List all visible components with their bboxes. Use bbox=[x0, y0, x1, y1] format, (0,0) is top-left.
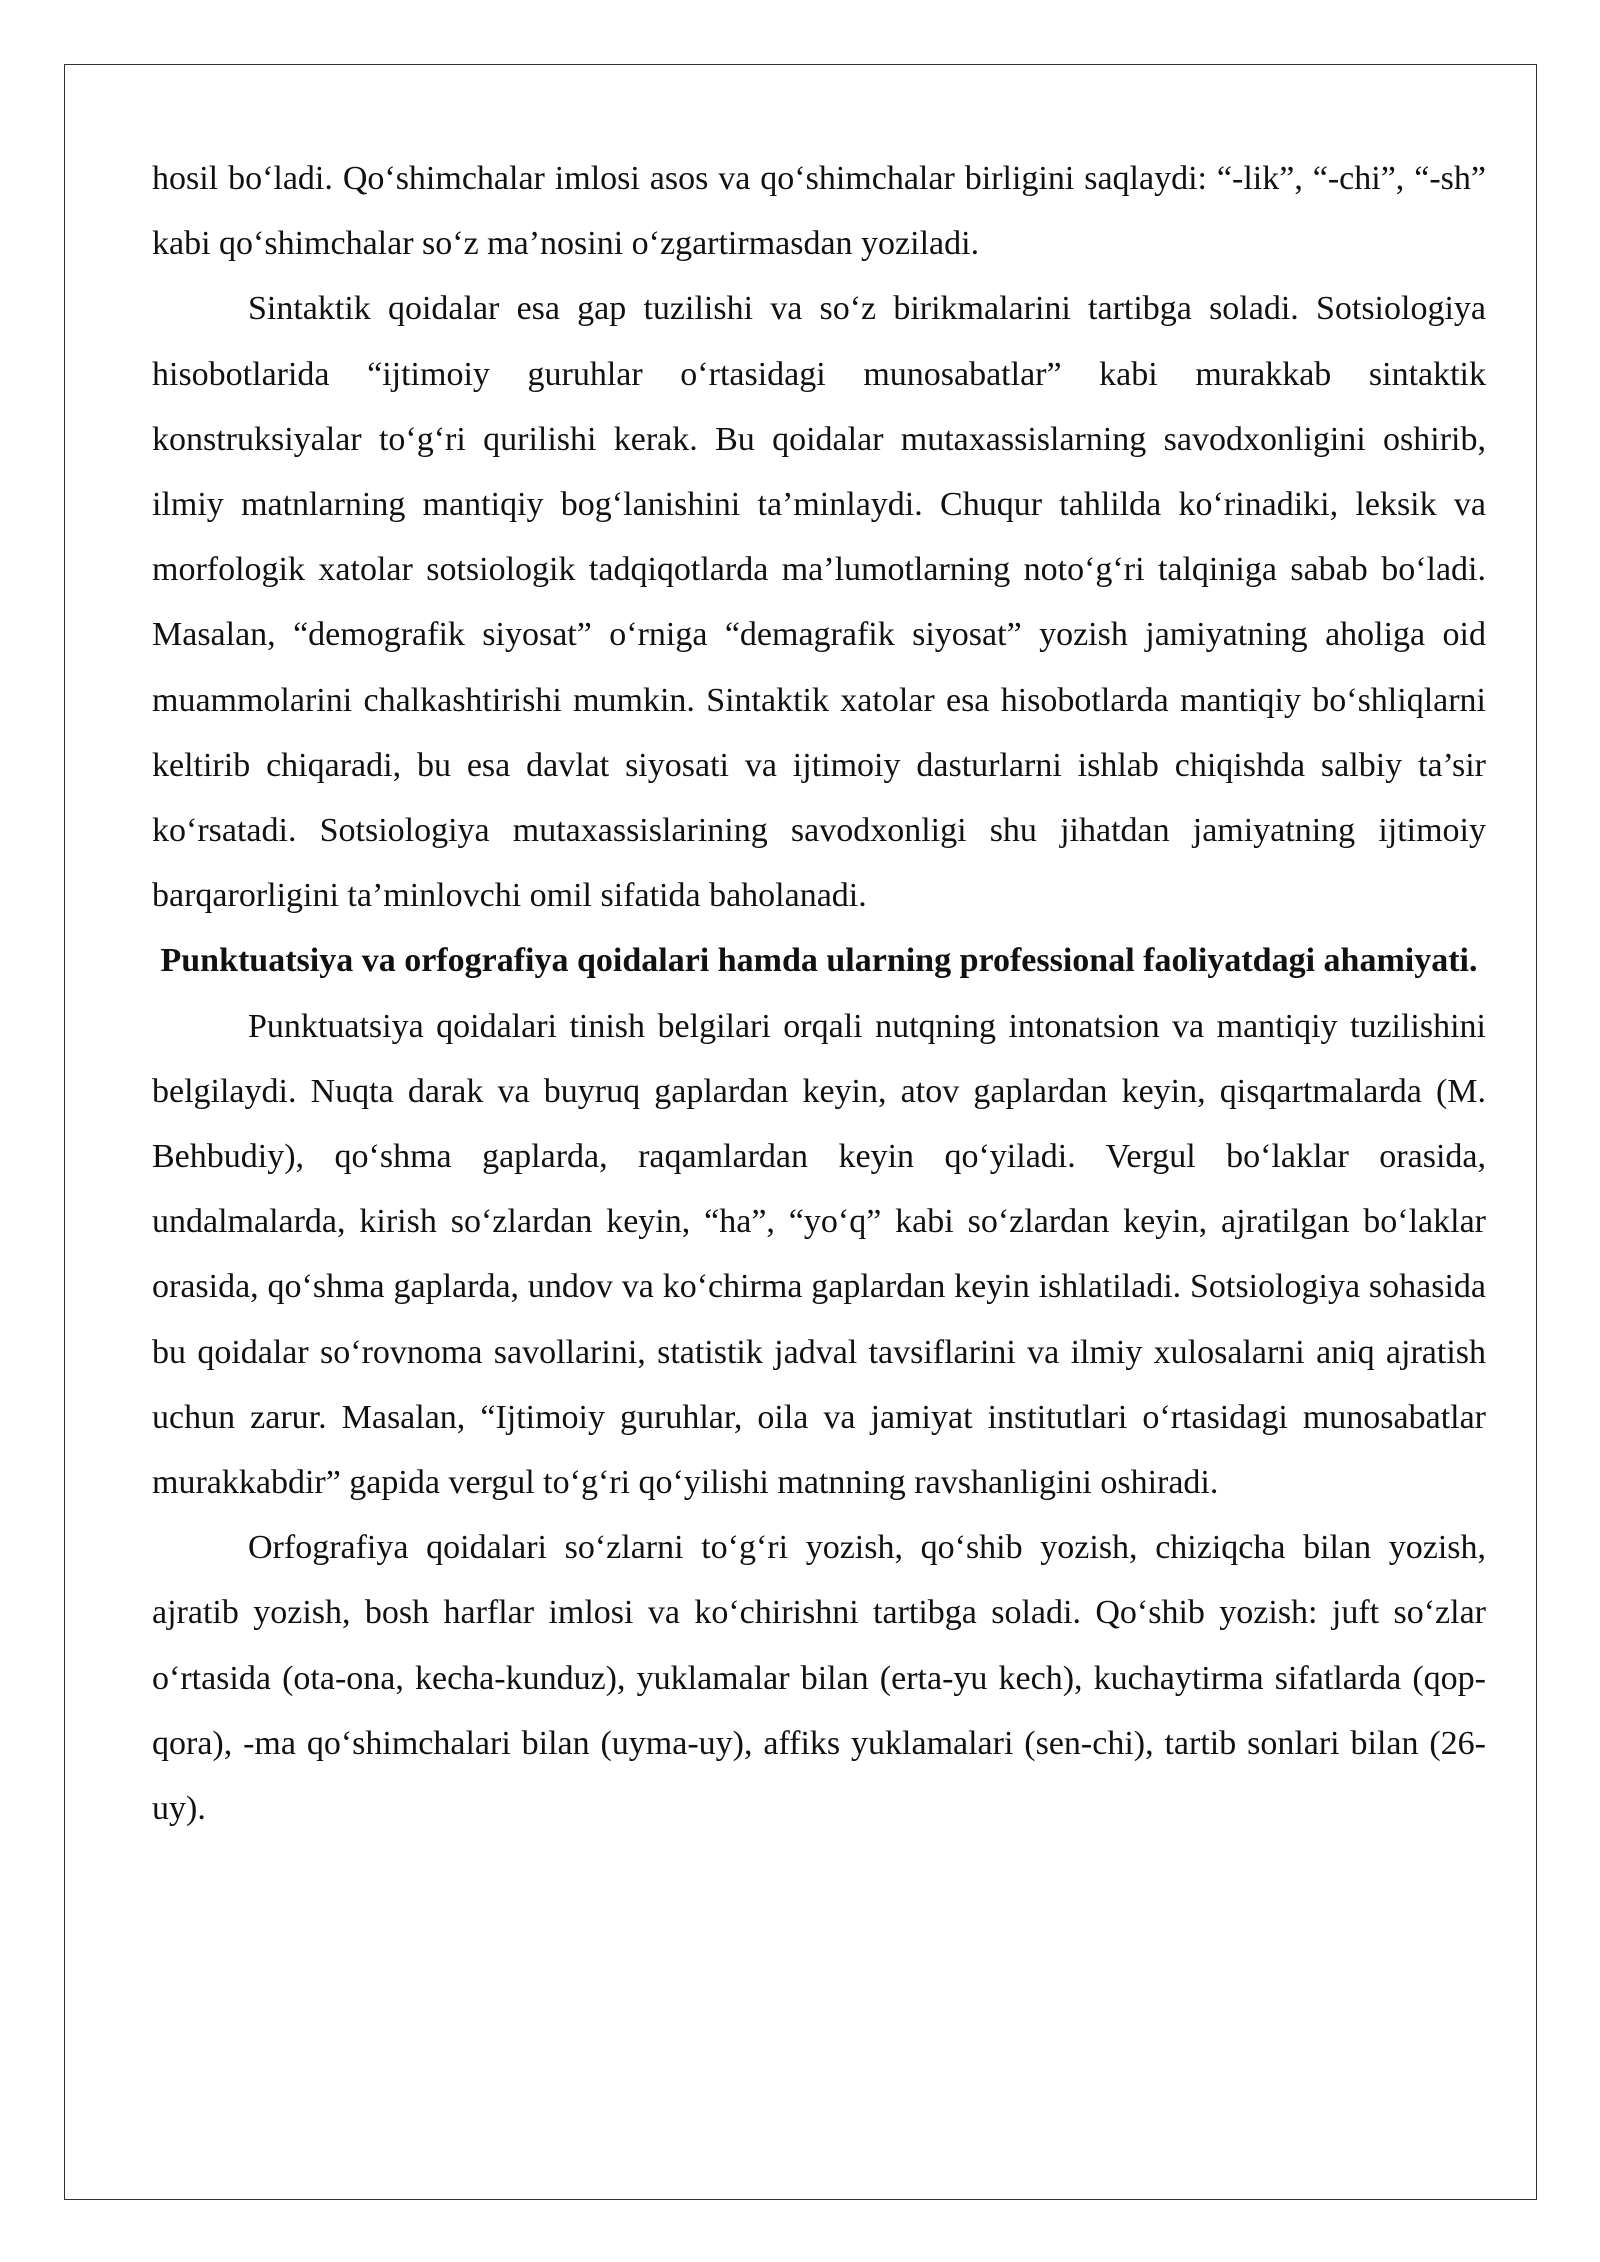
paragraph-1: hosil bo‘ladi. Qo‘shimchalar imlosi asos va qo‘shimchalar birligini saqlaydi: “-lik”, “-chi”, “-sh” kabi qo‘shimchalar so‘z ma’nosini o‘zgartirmasdan yoziladi. bbox=[152, 160, 1486, 263]
document-body bbox=[152, 146, 1486, 1841]
section-heading: Punktuatsiya va orfografiya qoidalari hamda ularning professional faoliyatdagi ahamiyati. bbox=[160, 942, 1478, 980]
paragraph-3: Punktuatsiya qoidalari tinish belgilari orqali nutqning intonatsion va mantiqiy tuzilishini belgilaydi. Nuqta darak va buyruq gaplardan keyin, atov gaplardan keyin, qisqartmalarda (M. Behbudiy), qo‘shma gaplarda, raqamlardan keyin qo‘yiladi. Vergul bo‘laklar orasida, undalmalarda, kirish so‘zlardan keyin, “ha”, “yo‘q” kabi so‘zlardan keyin, ajratilgan bo‘laklar orasida, qo‘shma gaplarda, undov va ko‘chirma gaplardan keyin ishlatiladi. Sotsiologiya sohasida bu qoidalar so‘rovnoma savollarini, statistik jadval tavsiflarini va ilmiy xulosalarni aniq ajratish uchun zarur. Masalan, “Ijtimoiy guruhlar, oila va jamiyat institutlari o‘rtasidagi munosabatlar murakkabdir” gapida vergul to‘g‘ri qo‘yilishi matnning ravshanligini oshiradi. bbox=[152, 1007, 1486, 1502]
paragraph-2: Sintaktik qoidalar esa gap tuzilishi va so‘z birikmalarini tartibga soladi. Sotsiologiya hisobotlarida “ijtimoiy guruhlar o‘rtasidagi munosabatlar” kabi murakkab sintaktik konstruksiyalar to‘g‘ri qurilishi kerak. Bu qoidalar mutaxassislarning savodxonligini oshirib, ilmiy matnlarning mantiqiy bog‘lanishini ta’minlaydi. Chuqur tahlilda ko‘rinadiki, leksik va morfologik xatolar sotsiologik tadqiqotlarda ma’lumotlarning noto‘g‘ri talqiniga sabab bo‘ladi. Masalan, “demografik siyosat” o‘rniga “demagrafik siyosat” yozish jamiyatning aholiga oid muammolarini chalkashtirishi mumkin. Sintaktik xatolar esa hisobotlarda mantiqiy bo‘shliqlarni keltirib chiqaradi, bu esa davlat siyosati va ijtimoiy dasturlarni ishlab chiqishda salbiy ta’sir ko‘rsatadi. Sotsiologiya mutaxassislarining savodxonligi shu jihatdan jamiyatning ijtimoiy barqarorligini ta’minlovchi omil sifatida baholanadi. bbox=[152, 290, 1486, 915]
paragraph-4: Orfografiya qoidalari so‘zlarni to‘g‘ri yozish, qo‘shib yozish, chiziqcha bilan yozish, ajratib yozish, bosh harflar imlosi va ko‘chirishni tartibga soladi. Qo‘shib yozish: juft so‘zlar o‘rtasida (ota-ona, kecha-kunduz), yuklamalar bilan (erta-yu kech), kuchaytirma sifatlarda (qop-qora), -ma qo‘shimchalari bilan (uyma-uy), affiks yuklamalari (sen-chi), tartib sonlari bilan (26-uy). bbox=[152, 1529, 1486, 1828]
